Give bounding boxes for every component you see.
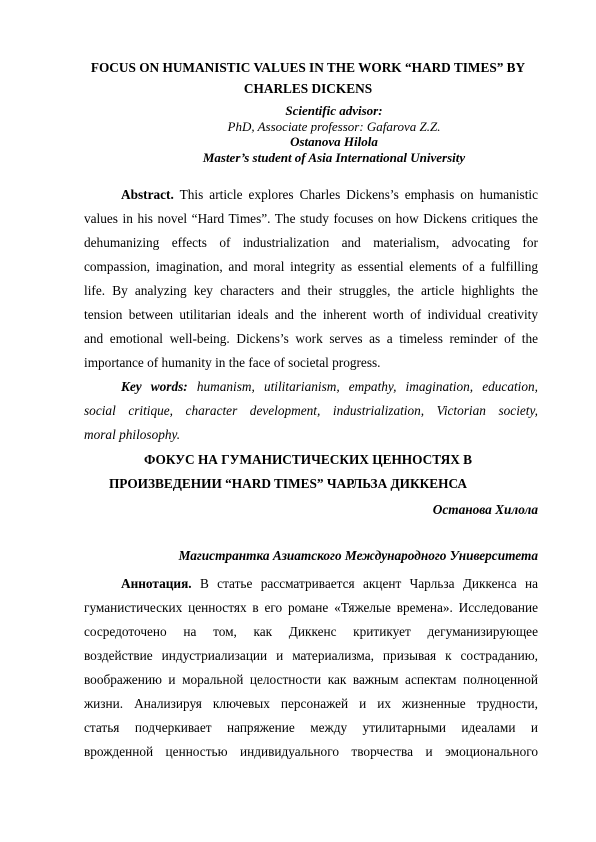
abstract-label: Abstract. [121,187,174,202]
russian-affiliation: Магистрантка Азиатского Международного Университета [178,548,538,563]
abstract-line: Abstract. This article explores Charles Dickens’s emphasis on humanistic [121,187,538,202]
english-title-line-1: FOCUS ON HUMANISTIC VALUES IN THE WORK “HARD TIMES” BY [90,60,526,75]
abstract-line: сосредоточено на том, как Диккенс критикует дегуманизирующее [84,624,538,639]
abstract-line: статья подчеркивает напряжение между утилитарными идеалами и [84,720,538,735]
abstract-line: tension between utilitarian ideals and the inherent worth of individual creativity [84,307,538,322]
russian-title [70,448,546,496]
keywords-line: social critique, character development, industrialization, Victorian society, [84,403,538,418]
russian-author: Останова Хилола [432,502,538,517]
russian-title-line-2: ПРОИЗВЕДЕНИИ “HARD TIMES” ЧАРЛЬЗА ДИККЕНСА [108,476,468,491]
keywords-label: Key words: [121,379,188,394]
abstract-line: врожденной ценностью индивидуального творчества и эмоционального [84,744,538,759]
keywords-line: Key words: humanism, utilitarianism, empathy, imagination, education, [121,379,538,394]
abstract-line: compassion, imagination, and moral integrity as essential elements of a fulfilling [84,259,538,274]
abstract-line: воздействие индустриализации и материализма, призывая к состраданию, [84,648,538,663]
russian-abstract [84,572,538,764]
english-abstract [84,183,538,447]
abstract-line: Аннотация. В статье рассматривается акцент Чарльза Диккенса на [121,576,538,591]
russian-title-line-1: ФОКУС НА ГУМАНИСТИЧЕСКИХ ЦЕННОСТЯХ В [143,452,473,467]
abstract-line: life. By analyzing key characters and their struggles, the article highlights the [84,283,538,298]
abstract-line: жизни. Анализируя ключевых персонажей и их жизненные трудности, [84,696,538,711]
abstract-line: values in his novel “Hard Times”. The study focuses on how Dickens critiques the [84,211,538,226]
abstract-line: гуманистических ценностях в его романе «Тяжелые времена». Исследование [84,600,538,615]
abstract-line: dehumanizing effects of industrialization and materialism, advocating for [84,235,538,250]
annotation-label: Аннотация. [121,576,192,591]
english-title [60,57,556,99]
abstract-line: and emotional well-being. Dickens’s work serves as a timeless reminder of the [84,331,538,346]
abstract-line: importance of humanity in the face of societal progress. [84,355,381,370]
abstract-line: воображению и моральной целостности как важным аспектам полноценной [84,672,538,687]
english-title-line-2: CHARLES DICKENS [243,81,373,96]
author-name: Ostanova Hilola [290,134,378,149]
advisor-label: Scientific advisor: [285,103,383,118]
author-block [0,103,596,165]
advisor-name: PhD, Associate professor: Gafarova Z.Z. [227,118,441,134]
keywords-line: moral philosophy. [84,427,181,442]
author-affiliation: Master’s student of Asia International University [202,149,466,165]
